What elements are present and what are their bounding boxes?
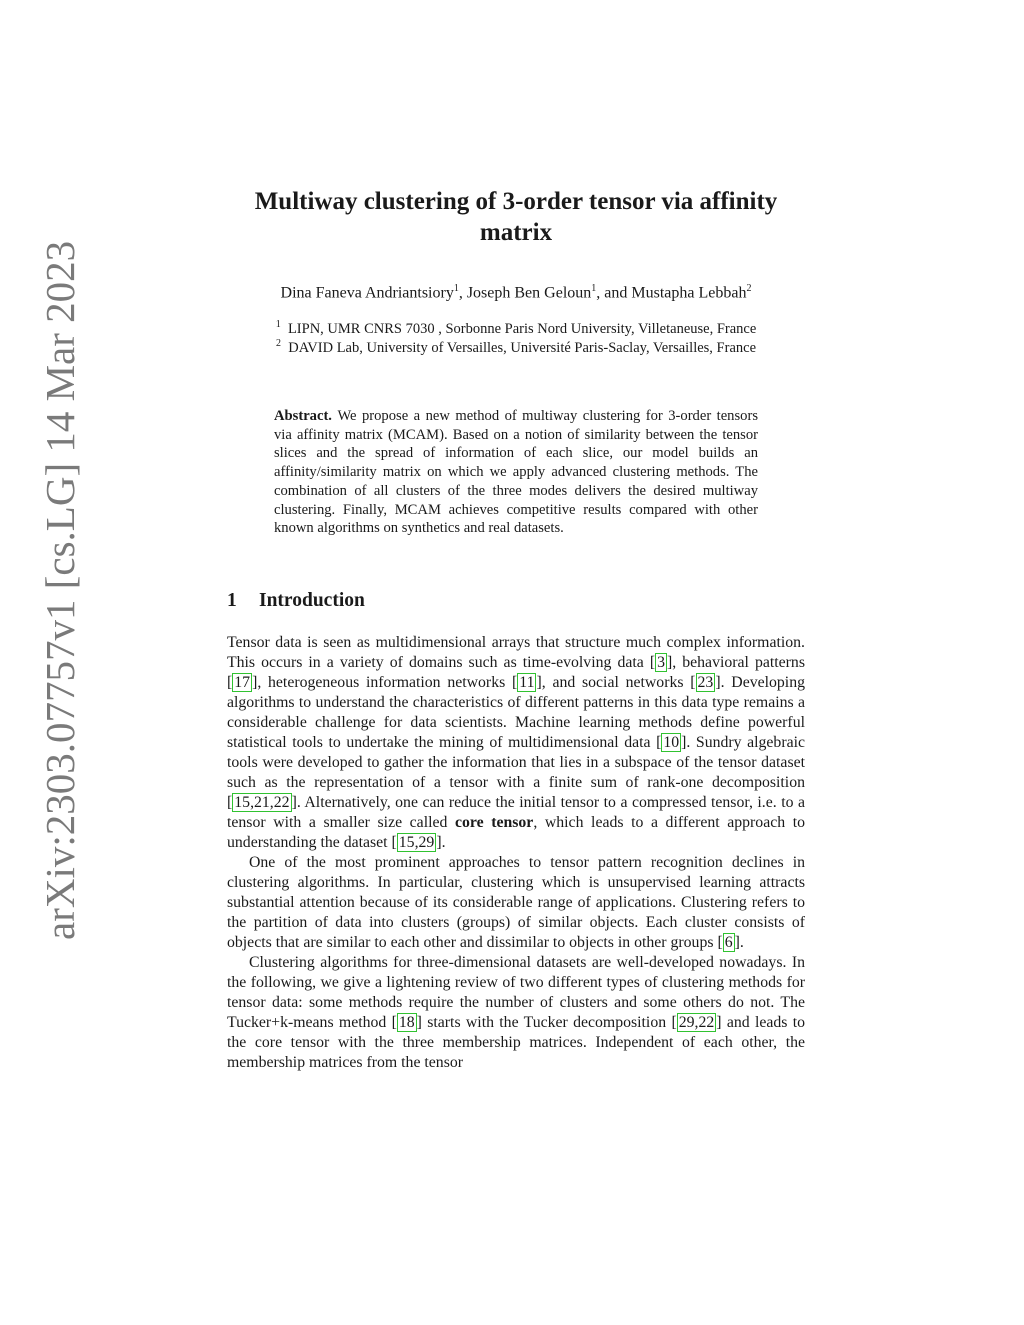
affiliation-marker: 2 — [746, 283, 752, 294]
text-run: . Alternatively, one can reduce the initial tensor to a compressed tensor, i.e. to a tensor with a smaller size called — [227, 794, 805, 831]
author-name: Joseph Ben Geloun — [466, 284, 592, 302]
affiliation — [227, 319, 805, 338]
text-run: Tensor data is seen as multidimensional arrays that structure much complex information. This occurs in a variety of domains such as time-evolving data — [227, 634, 805, 671]
author-name: Mustapha Lebbah — [631, 284, 747, 302]
abstract-text: We propose a new method of multiway clustering for 3-order tensors via affinity matrix (MCAM). Based on a notion of similarity between the tensor slices and the spread of information of each slice, our model builds an affinity/similarity matrix on which we apply advanced clustering methods. The combination of all clusters of the three modes delivers the desired multiway clustering. Finally, MCAM achieves competitive results compared with other known algorithms on synthetics and real datasets. — [274, 408, 758, 537]
text-run: , behavioral patterns — [672, 654, 805, 671]
citation-link[interactable]: 15,21,22 — [234, 794, 290, 811]
paragraph: Tensor data is seen as multidimensional arrays that structure much complex information. This occurs in a variety of domains such as time-evolving data [ 3 ], behavioral patterns [ 17 ], heterogeneous information networks [ 11 ], and social networks [ 23 ]. Developing algorithms to understand the characteristics of different patterns in this data type remains a considerable challenge for data scientists. Machine learning methods define powerful statistical tools to undertake the mining of multidimensional data [ 10 ]. Sundry algebraic tools were developed to gather the information that lies in a subspace of the tensor dataset such as the representation of a tensor with a finite sum of rank-one decomposition [ 15,21,22 ]. Alternatively, one can reduce the initial tensor to a compressed tensor, i.e. to a tensor with a smaller size called core tensor, which leads to a different approach to understanding the dataset [ 15,29 ]. — [227, 634, 805, 851]
text-run: . — [441, 834, 446, 851]
author-list — [227, 283, 805, 302]
text-run: starts with the Tucker decomposition — [421, 1014, 672, 1031]
author-separator: , — [458, 284, 467, 302]
citation-link[interactable]: 3 — [657, 654, 665, 671]
section-body — [227, 633, 805, 1073]
abstract-label: Abstract. — [274, 408, 332, 424]
text-run: and leads to the core tensor with the three membership matrices. Independent of each other, the membership matrices from the tensor — [227, 1014, 805, 1071]
affiliation-marker: 1 — [591, 283, 597, 294]
text-run: Clustering algorithms for three-dimensional datasets are well-developed nowadays. In the following, we give a lightening review of two different types of clustering methods for tensor data: some methods require the number of clusters and some others do not. The Tucker+k-means method — [227, 954, 805, 1031]
bold-term: core tensor — [454, 814, 534, 831]
citation-link[interactable]: 10 — [663, 734, 680, 751]
affiliation-text: DAVID Lab, University of Versailles, Université Paris-Saclay, Versailles, France — [288, 339, 757, 356]
affiliation-text: LIPN, UMR CNRS 7030 , Sorbonne Paris Nord University, Villetaneuse, France — [287, 320, 757, 337]
citation-link[interactable]: 11 — [519, 674, 535, 691]
citation-link[interactable]: 29,22 — [678, 1014, 715, 1031]
affiliation — [227, 338, 805, 357]
paragraph: One of the most prominent approaches to tensor pattern recognition declines in clustering algorithms. In particular, clustering which is unsupervised learning attracts substantial attention because of its considerable range of applications. Clustering refers to the partition of data into clusters (groups) of similar objects. Each cluster consists of objects that are similar to each other and dissimilar to objects in other groups [ 6 ]. — [227, 854, 805, 951]
affiliation-number: 1 — [275, 319, 281, 330]
text-run: . Sundry algebraic tools were developed to gather the information that lies in a subspace of the tensor dataset such as the representation of a tensor with a finite sum of rank-one decomposition — [227, 734, 805, 791]
author-name: Dina Faneva Andriantsiory — [280, 284, 454, 302]
text-run: . — [739, 934, 744, 951]
citation-link[interactable]: 15,29 — [398, 834, 435, 851]
text-run: . Developing algorithms to understand the characteristics of different patterns in this data type remains a considerable challenge for data scientists. Machine learning methods define powerful statistical tools to undertake the mining of multidimensional data — [227, 674, 805, 751]
section-number: 1 — [227, 590, 237, 611]
arxiv-identifier: arXiv:2303.07757v1 [cs.LG] 14 Mar 2023 — [37, 240, 83, 940]
citation-link[interactable]: 23 — [697, 674, 714, 691]
paper-title: Multiway clustering of 3-order tensor via affinity matrix — [254, 188, 778, 246]
text-run: , which leads to a different approach to understanding the dataset — [227, 814, 805, 851]
text-run: One of the most prominent approaches to tensor pattern recognition declines in clustering algorithms. In particular, clustering which is unsupervised learning attracts substantial attention because of its considerable range of applications. Clustering refers to the partition of data into clusters (groups) of similar objects. Each cluster consists of objects that are similar to each other and dissimilar to objects in other groups — [227, 854, 805, 951]
text-run: , and social networks — [541, 674, 691, 691]
citation-link[interactable]: 17 — [234, 674, 251, 691]
citation-link[interactable]: 6 — [724, 934, 733, 951]
section-heading — [227, 590, 365, 612]
section-title: Introduction — [259, 590, 365, 611]
paragraph: Clustering algorithms for three-dimensional datasets are well-developed nowadays. In the following, we give a lightening review of two different types of clustering methods for tensor data: some methods require the number of clusters and some others do not. The Tucker+k-means method [ 18 ] starts with the Tucker decomposition [ 29,22 ] and leads to the core tensor with the three membership matrices. Independent of each other, the membership matrices from the tensor — [227, 954, 805, 1071]
affiliation-marker: 1 — [453, 283, 459, 294]
text-run: , heterogeneous information networks — [257, 674, 512, 691]
abstract — [274, 407, 758, 538]
citation-link[interactable]: 18 — [398, 1014, 415, 1031]
affiliation-number: 2 — [275, 338, 281, 349]
author-separator: , and — [596, 284, 632, 302]
